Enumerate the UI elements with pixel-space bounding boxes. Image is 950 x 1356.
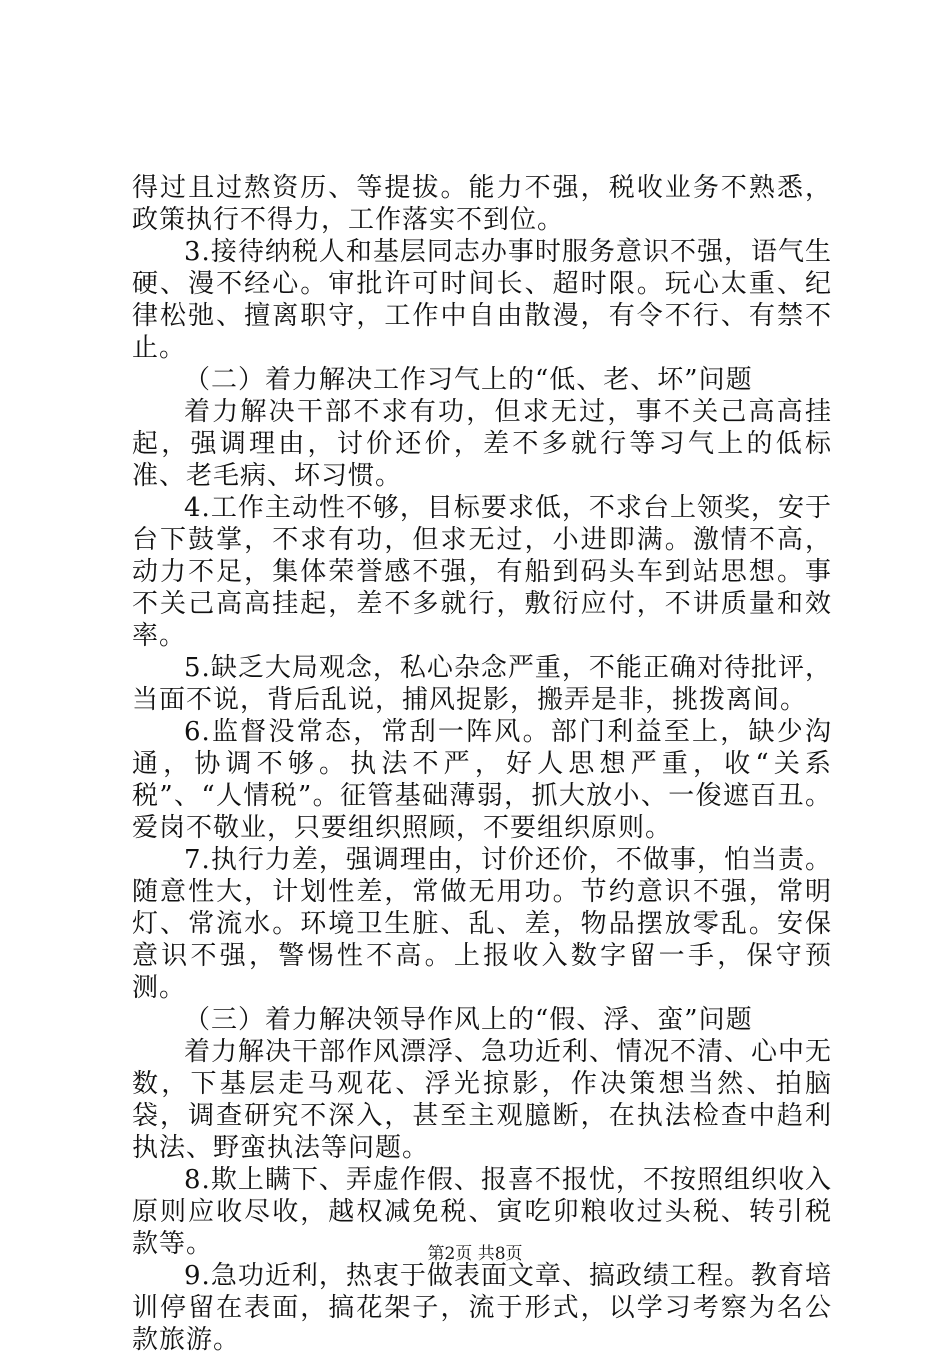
paragraph-item-6: 6.监督没常态，常刮一阵风。部门利益至上，缺少沟通，协调不够。执法不严，好人思想严重，收“关系税”、“人情税”。征管基础薄弱，抓大放小、一俊遮百丑。爱岗不敬业，只要组织照顾，不要组织原则。 [132, 717, 832, 843]
paragraph-section-2-intro: 着力解决干部不求有功，但求无过，事不关己高高挂起，强调理由，讨价还价，差不多就行等习气上的低标准、老毛病、坏习惯。 [132, 397, 832, 491]
paragraph-item-5: 5.缺乏大局观念，私心杂念严重，不能正确对待批评，当面不说，背后乱说，捕风捉影，搬弄是非，挑拨离间。 [132, 653, 832, 715]
paragraph-item-3: 3.接待纳税人和基层同志办事时服务意识不强，语气生硬、漫不经心。审批许可时间长、超时限。玩心太重、纪律松弛、擅离职守，工作中自由散漫，有令不行、有禁不止。 [132, 237, 832, 363]
section-heading-2: （二）着力解决工作习气上的“低、老、坏”问题 [184, 365, 753, 395]
paragraph-item-4: 4.工作主动性不够，目标要求低，不求台上领奖，安于台下鼓掌，不求有功，但求无过，小进即满。激情不高，动力不足，集体荣誉感不强，有船到码头车到站思想。事不关己高高挂起，差不多就行，敷衍应付，不讲质量和效率。 [132, 493, 832, 651]
paragraph-item-7: 7.执行力差，强调理由，讨价还价，不做事，怕当责。随意性大，计划性差，常做无用功。节约意识不强，常明灯、常流水。环境卫生脏、乱、差，物品摆放零乱。安保意识不强，警惕性不高。上报收入数字留一手，保守预测。 [132, 845, 832, 1003]
section-heading-3: （三）着力解决领导作风上的“假、浮、蛮”问题 [184, 1005, 753, 1035]
paragraph-continuation: 得过且过熬资历、等提拔。能力不强，税收业务不熟悉，政策执行不得力，工作落实不到位。 [132, 173, 832, 235]
paragraph-section-3-intro: 着力解决干部作风漂浮、急功近利、情况不清、心中无数，下基层走马观花、浮光掠影，作决策想当然、拍脑袋，调查研究不深入，甚至主观臆断，在执法检查中趋利执法、野蛮执法等问题。 [132, 1037, 833, 1163]
page-number-footer: 第2页 共8页 [427, 1244, 523, 1264]
document-body [132, 172, 832, 1356]
paragraph-item-9: 9.急功近利，热衷于做表面文章、搞政绩工程。教育培训停留在表面，搞花架子，流于形式，以学习考察为名公款旅游。 [132, 1261, 832, 1355]
paragraph-item-8: 8.欺上瞒下、弄虚作假、报喜不报忧，不按照组织收入原则应收尽收，越权减免税、寅吃卯粮收过头税、转引税款等。 [132, 1165, 832, 1259]
